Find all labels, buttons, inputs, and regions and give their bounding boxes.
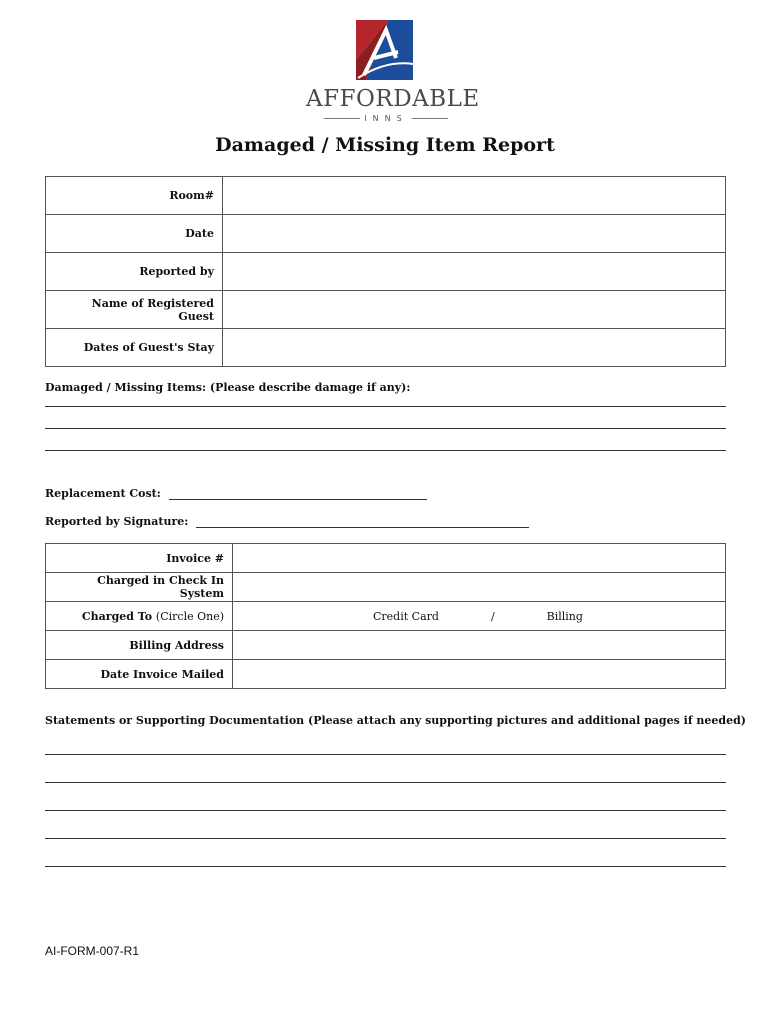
guest-stay-dates-label: Dates of Guest's Stay: [46, 329, 223, 367]
table-row: [46, 573, 726, 602]
statements-line[interactable]: [45, 754, 726, 755]
damaged-items-line[interactable]: [45, 450, 726, 451]
billing-option[interactable]: Billing: [546, 609, 583, 623]
statements-line[interactable]: [45, 838, 726, 839]
date-invoice-mailed-field[interactable]: [233, 660, 726, 689]
guest-stay-dates-field[interactable]: [223, 329, 726, 367]
damaged-items-line[interactable]: [45, 406, 726, 407]
replacement-cost-field[interactable]: [169, 488, 427, 500]
date-label: Date: [46, 215, 223, 253]
logo-subbrand-text: INNS: [306, 114, 466, 123]
charged-to-options: [233, 602, 726, 631]
logo-brand-text: AFFORDABLE: [306, 86, 480, 112]
page-title: Damaged / Missing Item Report: [215, 134, 555, 156]
charged-to-label-text: Charged To: [81, 609, 153, 623]
signature-field[interactable]: [196, 516, 529, 528]
date-invoice-mailed-label: Date Invoice Mailed: [46, 660, 233, 689]
reported-by-field[interactable]: [223, 253, 726, 291]
date-field[interactable]: [223, 215, 726, 253]
table-row: [46, 291, 726, 329]
charged-to-label: [46, 602, 233, 631]
replacement-cost-label: Replacement Cost:: [45, 487, 161, 500]
report-details-table: [45, 176, 726, 367]
replacement-cost-row: [45, 487, 427, 500]
affordable-inns-logo: [306, 20, 480, 123]
statements-line[interactable]: [45, 866, 726, 867]
charged-system-field[interactable]: [233, 573, 726, 602]
statements-line[interactable]: [45, 782, 726, 783]
room-field[interactable]: [223, 177, 726, 215]
invoice-field[interactable]: [233, 544, 726, 573]
guest-name-field[interactable]: [223, 291, 726, 329]
option-separator: /: [490, 609, 495, 623]
room-label: Room#: [46, 177, 223, 215]
table-row: [46, 253, 726, 291]
guest-name-label: Name of Registered Guest: [46, 291, 223, 329]
reported-by-label: Reported by: [46, 253, 223, 291]
table-row: [46, 602, 726, 631]
damaged-items-line[interactable]: [45, 428, 726, 429]
table-row: [46, 631, 726, 660]
billing-address-field[interactable]: [233, 631, 726, 660]
invoice-table: [45, 543, 726, 689]
logo-a-mark-icon: [356, 20, 413, 80]
table-row: [46, 329, 726, 367]
statements-label: Statements or Supporting Documentation (Please attach any supporting pictures and additional pages if needed): [45, 714, 746, 727]
damaged-items-label: Damaged / Missing Items: (Please describe damage if any):: [45, 381, 411, 394]
table-row: [46, 215, 726, 253]
table-row: [46, 177, 726, 215]
invoice-label: Invoice #: [46, 544, 233, 573]
charged-system-label: Charged in Check In System: [46, 573, 233, 602]
credit-card-option[interactable]: Credit Card: [373, 609, 439, 623]
form-code: AI-FORM-007-R1: [45, 944, 140, 958]
statements-line[interactable]: [45, 810, 726, 811]
charged-to-note: (Circle One): [155, 609, 224, 623]
signature-row: [45, 515, 529, 528]
table-row: [46, 544, 726, 573]
billing-address-label: Billing Address: [46, 631, 233, 660]
signature-label: Reported by Signature:: [45, 515, 189, 528]
table-row: [46, 660, 726, 689]
